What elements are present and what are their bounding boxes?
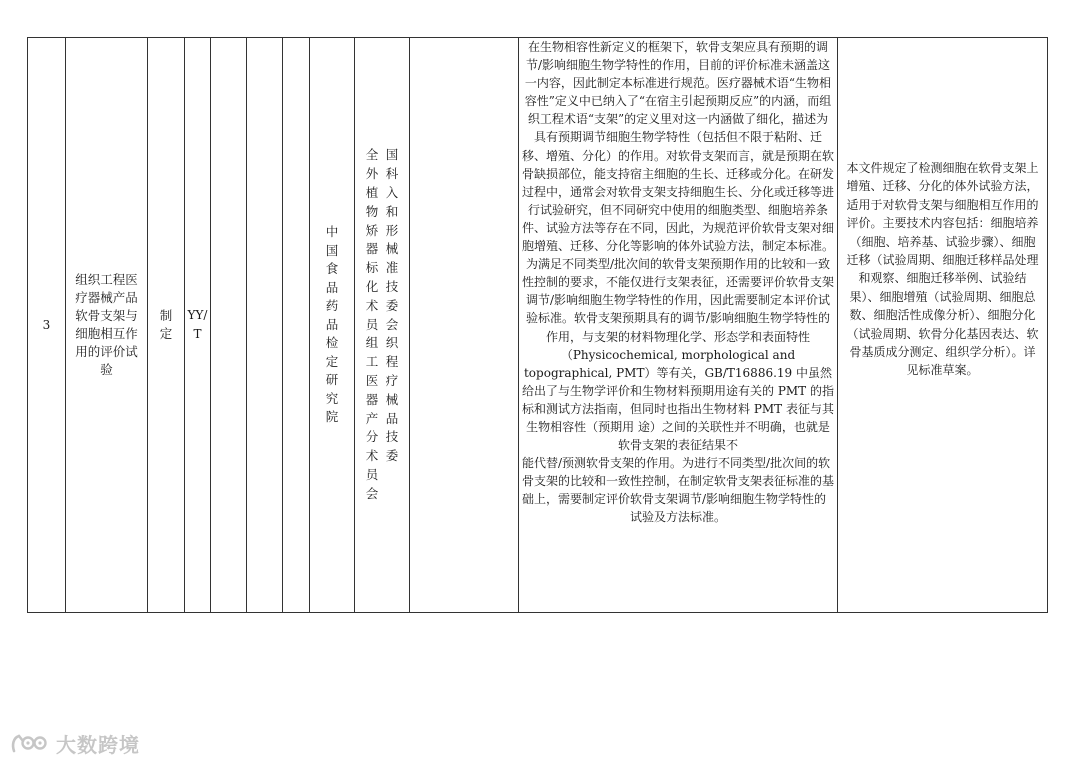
- empty-cell: [283, 38, 310, 613]
- project-name: 组织工程医疗器械产品软骨支架与细胞相互作用的评价试验: [66, 38, 148, 613]
- drafting-unit: 中国食品药品检定研究院: [325, 224, 339, 425]
- committee-cell: [355, 38, 410, 613]
- code-cell: [185, 38, 211, 613]
- necessity-paragraph: 在生物相容性新定义的框架下，软骨支架应具有预期的调 节/影响细胞生物学特性的作用，目前的评价标准未涵盖这一内容，因此制定本标准进行规范。医疗器械术语“生物相容性”定义中已纳入了“在宿主引起预期反应”的内涵，而组织工程术语“支架”的定义里对这一内涵做了细化，描述为具有预期调节细胞生物学特性（包括但不限于粘附、迁 移、增殖、分化）的作用。对软骨支架而言，就是预期在软骨缺损部位，能支持宿主细胞的生长、迁移或分化。在研发过程中，通常会对软骨支架支持细胞生长、分化或迁移等进行试验研究，但不同研究中使用的细胞类型、细胞培养条件、试验方法等存在不同，因此，为规范评价软骨支架对细胞增殖、迁移、分化等影响的体外试验方法，制定本标准。为满足不同类型/批次间的软骨支架预期作用的比较和一致性控制的要求，不能仅进行支架表征，还需要评价软骨支架调节/影响细胞生物学特性的作用，因此需要制定本评价试验标准。软骨支架预期具有的调节/影响细胞生物学特性的作用，与支架的材料物理化学、形态学和表面特性（Physicochemical, morphological and topographical, PMT）等有关，GB/T16886.19 中虽然给出了与生物学评价和生物材料预期用途有关的 PMT 的指标和测试方法指南，但同时也指出生物材料 PMT 表征与其生物相容性（预期用 途）之间的关联性并不明确，也就是软骨支架的表征结果不: [522, 40, 835, 453]
- type-cell: [148, 38, 185, 613]
- committee-name: [355, 146, 409, 503]
- watermark-logo-icon: [10, 731, 52, 755]
- table-row: [28, 38, 1048, 613]
- necessity-paragraph: 试验及方法标准。: [629, 510, 726, 525]
- necessity-paragraph: 能代替/预测软骨支架的作用。为进行不同类型/批次间的软骨支架的比较和一致性控制，在制定软骨支架表征标准的基础上，需要制定评价软骨支架调节/影响细胞生物学特性的: [522, 456, 835, 507]
- empty-cell: [410, 38, 519, 613]
- empty-cell: [211, 38, 247, 613]
- committee-text-col-1: 国科入和形械准技委会织程疗械品技委: [385, 147, 399, 464]
- scope-paragraph: 本文件规定了检测细胞在软骨支架上增殖、迁移、分化的体外试验方法， 适用于对软骨支架与细胞相互作用的评价。主要技术内容包括：细胞培养: [846, 161, 1039, 231]
- row-number: 3: [28, 38, 66, 613]
- scope-paragraph: （试验周期、软骨分化基因表达、软骨基质成分测定、组织学分析）。详见标准草案。: [846, 326, 1039, 378]
- project-type: 制定: [159, 307, 173, 341]
- necessity-cell: [519, 38, 838, 613]
- watermark-text: 大数跨境: [56, 732, 140, 757]
- scope-paragraph: （细胞、培养基、试验步骤）、细胞迁移（试验周期、细胞迁移样品处理和观察、细胞迁移举例、试验结: [846, 234, 1039, 286]
- standard-code: YY/T: [187, 308, 208, 341]
- empty-cell: [247, 38, 283, 613]
- scope-paragraph: 果）、细胞增殖（试验周期、细胞总数、细胞活性成像分析）、细胞分化: [849, 289, 1036, 323]
- unit-cell: [310, 38, 355, 613]
- watermark: [10, 730, 140, 756]
- standards-table: [27, 37, 1048, 613]
- committee-text-col-2: 全外植物矫器标化术员组工医器产分术员会: [365, 147, 379, 501]
- scope-cell: [838, 38, 1048, 613]
